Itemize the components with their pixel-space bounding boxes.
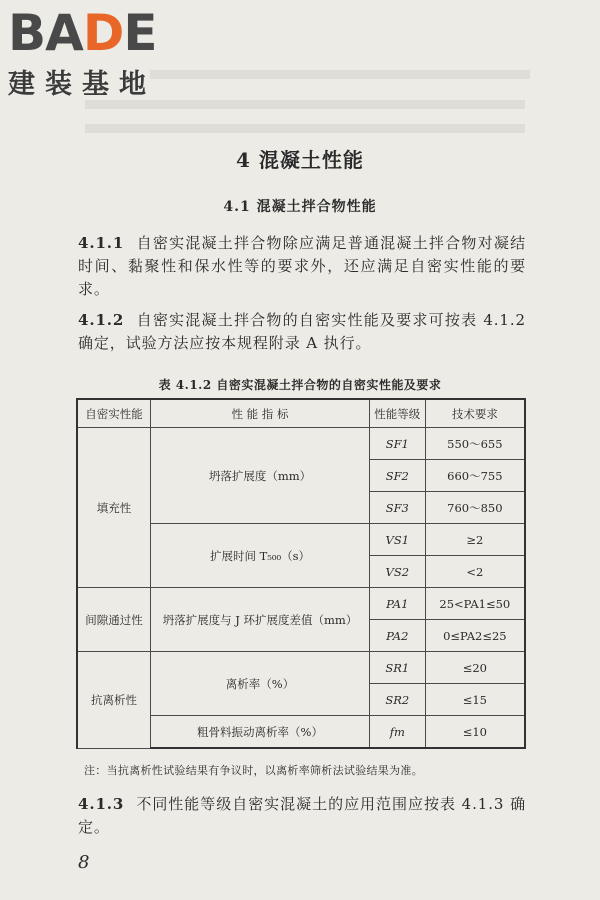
- requirement-cell: 760～850: [425, 492, 525, 524]
- grade-cell: PA2: [369, 620, 425, 652]
- column-header: 自密实性能: [77, 399, 151, 428]
- table-note: 注：当抗离析性试验结果有争议时，以离析率筛析法试验结果为准。: [84, 764, 423, 777]
- chapter-title: 4 混凝土性能: [236, 148, 364, 172]
- requirement-cell: ≥2: [425, 524, 525, 556]
- group-segregation: 抗离析性: [77, 652, 151, 749]
- grade-cell: SF1: [369, 428, 425, 460]
- grade-cell: SR2: [369, 684, 425, 716]
- requirement-cell: 550～655: [425, 428, 525, 460]
- indicator-j-ring: 坍落扩展度与 J 环扩展度差值（mm）: [151, 588, 370, 652]
- grade-cell: fm: [369, 716, 425, 749]
- grade-cell: SF3: [369, 492, 425, 524]
- requirement-cell: ≤10: [425, 716, 525, 749]
- grade-cell: SF2: [369, 460, 425, 492]
- watermark-logo: [8, 6, 173, 101]
- bleed-through-line: [85, 100, 525, 109]
- clause-text: 自密实混凝土拌合物的自密实性能及要求可按表 4.1.2 确定，试验方法应按本规程附录 A 执行。: [78, 311, 526, 352]
- logo-wordmark: BADE: [8, 4, 157, 62]
- grade-cell: VS1: [369, 524, 425, 556]
- requirement-cell: 25<PA1≤50: [425, 588, 525, 620]
- clause-4-1-1: [78, 232, 526, 301]
- column-header: 技术要求: [425, 399, 525, 428]
- group-passing: 间隙通过性: [77, 588, 151, 652]
- group-filling: 填充性: [77, 428, 151, 588]
- requirement-cell: 660～755: [425, 460, 525, 492]
- clause-number: 4.1.3: [78, 795, 125, 813]
- table-row: [77, 588, 525, 620]
- table-row: [77, 428, 525, 460]
- logo-subtitle: 建装基地: [8, 69, 156, 100]
- grade-cell: SR1: [369, 652, 425, 684]
- column-header: 性能等级: [369, 399, 425, 428]
- clause-text: 自密实混凝土拌合物除应满足普通混凝土拌合物对凝结时间、黏聚性和保水性等的要求外，还应满足自密实性能的要求。: [78, 234, 526, 298]
- clause-4-1-3: [78, 793, 526, 839]
- requirement-cell: ≤20: [425, 652, 525, 684]
- grade-cell: PA1: [369, 588, 425, 620]
- bleed-through-line: [85, 124, 525, 133]
- table-caption: 表 4.1.2 自密实混凝土拌合物的自密实性能及要求: [158, 378, 442, 392]
- clause-text: 不同性能等级自密实混凝土的应用范围应按表 4.1.3 确定。: [78, 795, 526, 836]
- indicator-t500: 扩展时间 T₅₀₀（s）: [151, 524, 370, 588]
- indicator-segregation-rate: 离析率（%）: [151, 652, 370, 716]
- section-title: 4.1 混凝土拌合物性能: [223, 199, 377, 215]
- grade-cell: VS2: [369, 556, 425, 588]
- table-header-row: [77, 399, 525, 428]
- requirement-cell: ≤15: [425, 684, 525, 716]
- clause-4-1-2: [78, 309, 526, 355]
- table-row: [77, 652, 525, 684]
- clause-number: 4.1.1: [78, 234, 125, 252]
- column-header: 性 能 指 标: [151, 399, 370, 428]
- bleed-through-line: [150, 70, 530, 79]
- self-compacting-performance-table: [76, 398, 526, 749]
- page-number: 8: [78, 852, 90, 873]
- indicator-coarse-aggregate: 粗骨料振动离析率（%）: [151, 716, 370, 749]
- requirement-cell: 0≤PA2≤25: [425, 620, 525, 652]
- requirement-cell: <2: [425, 556, 525, 588]
- indicator-slump-flow: 坍落扩展度（mm）: [151, 428, 370, 524]
- clause-number: 4.1.2: [78, 311, 125, 329]
